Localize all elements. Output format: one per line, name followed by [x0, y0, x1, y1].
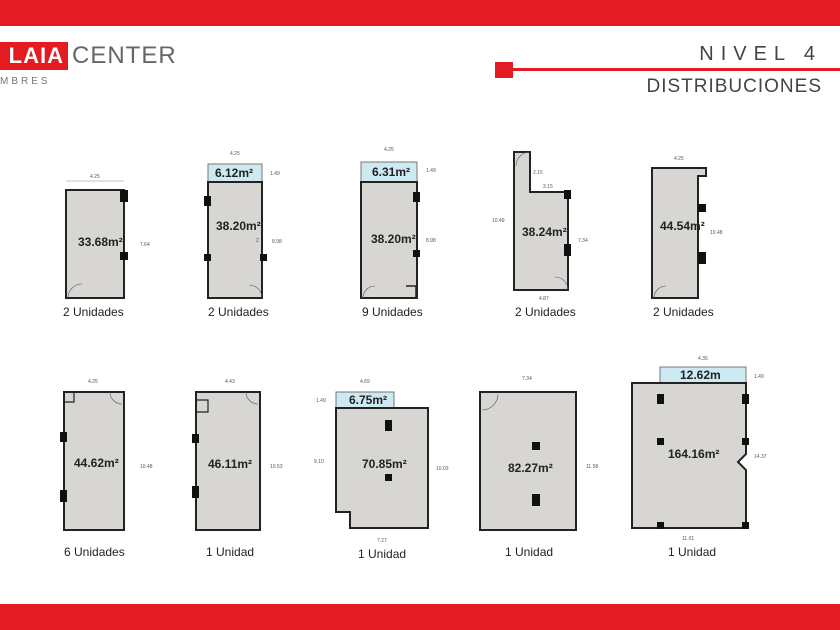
dim-label: 1.49 — [754, 374, 764, 380]
column — [260, 254, 267, 261]
dim-label: 4.25 — [674, 156, 684, 162]
floor-plan-7 — [192, 379, 283, 559]
floor-plan-5 — [652, 156, 723, 319]
dim-label: 1.49 — [426, 168, 436, 174]
column — [698, 204, 706, 212]
column — [120, 190, 128, 202]
dim-label: 7.34 — [578, 238, 588, 244]
column — [385, 474, 392, 481]
dim-label: 1.49 — [316, 398, 326, 404]
dim-label: 7.27 — [377, 538, 387, 544]
floor-plan-2 — [204, 151, 282, 319]
floor-plan-3 — [361, 147, 436, 319]
floor-area — [652, 168, 706, 298]
floor-plan-8 — [314, 379, 449, 561]
logo-word: CENTER — [72, 42, 177, 69]
dim-label: 4.87 — [539, 296, 549, 302]
units-label: 2 Unidades — [63, 305, 124, 319]
units-label: 1 Unidad — [505, 545, 554, 559]
level-title: NIVEL 4 — [699, 43, 822, 65]
column — [413, 192, 420, 202]
column — [657, 522, 664, 529]
column — [204, 254, 211, 261]
logo-mark: LAIA — [0, 42, 68, 70]
dim-label: 4.43 — [225, 379, 235, 385]
area-label: 44.54m² — [660, 219, 705, 233]
units-label: 1 Unidad — [668, 545, 717, 559]
column — [60, 490, 67, 502]
dim-label: 1.49 — [270, 171, 280, 177]
dim-label: 8.98 — [426, 238, 436, 244]
area-label: 82.27m² — [508, 461, 553, 475]
dim-label: 8.98 — [272, 239, 282, 245]
dim-label: 4.25 — [90, 174, 100, 180]
section-title: DISTRIBUCIONES — [646, 76, 822, 97]
dim-label: 4.25 — [384, 147, 394, 153]
column — [532, 442, 540, 450]
area-label: 38.24m² — [522, 225, 567, 239]
floor-plan-1 — [63, 174, 150, 319]
column — [657, 394, 664, 404]
column — [192, 434, 199, 443]
balcony-label: 6.75m² — [349, 393, 388, 407]
balcony-label: 6.12m² — [215, 166, 254, 180]
dim-label: 4.35 — [698, 356, 708, 362]
floor-area — [208, 182, 262, 298]
balcony-label: 12.62m — [680, 368, 721, 382]
dim-label: 2 — [256, 238, 259, 244]
column — [564, 190, 571, 199]
dim-label: 10.48 — [710, 230, 723, 236]
column — [413, 250, 420, 257]
dim-label: 3.15 — [543, 184, 553, 190]
units-label: 2 Unidades — [515, 305, 576, 319]
area-label: 70.85m² — [362, 457, 407, 471]
area-label: 164.16m² — [668, 447, 720, 461]
column — [532, 494, 540, 506]
dim-label: 11.58 — [586, 464, 599, 470]
dim-label: 9.10 — [314, 459, 324, 465]
dim-label: 10.53 — [270, 464, 283, 470]
column — [742, 394, 749, 404]
column — [120, 252, 128, 260]
dim-label: 4.69 — [360, 379, 370, 385]
logo-subtitle: MBRES — [0, 76, 51, 87]
dim-label: 4.25 — [88, 379, 98, 385]
dim-label: 10.49 — [492, 218, 505, 224]
column — [204, 196, 211, 206]
floor-plan-4 — [492, 152, 588, 319]
dim-label: 10.48 — [140, 464, 153, 470]
column — [60, 432, 67, 442]
column — [192, 486, 199, 498]
column — [564, 244, 571, 256]
dim-label: 2.15 — [533, 170, 543, 176]
area-label: 38.20m² — [216, 219, 261, 233]
dim-label: 4.25 — [230, 151, 240, 157]
column — [385, 420, 392, 431]
area-label: 38.20m² — [371, 232, 416, 246]
units-label: 1 Unidad — [358, 547, 407, 561]
balcony-label: 6.31m² — [372, 165, 411, 179]
units-label: 2 Unidades — [653, 305, 714, 319]
dim-label: 7.64 — [140, 242, 150, 248]
dim-label: 10.03 — [436, 466, 449, 472]
column — [698, 252, 706, 264]
dim-label: 14.37 — [754, 454, 767, 460]
column — [657, 438, 664, 445]
column — [742, 522, 749, 529]
column — [742, 438, 749, 445]
floor-plan-10 — [632, 356, 767, 559]
area-label: 46.11m² — [208, 457, 253, 471]
units-label: 9 Unidades — [362, 305, 423, 319]
units-label: 2 Unidades — [208, 305, 269, 319]
dim-label: 7.34 — [522, 376, 532, 382]
area-label: 33.68m² — [78, 235, 123, 249]
floor-plan-9 — [480, 376, 598, 559]
bottom-band — [0, 604, 840, 630]
dim-label: 11.01 — [682, 536, 695, 542]
floor-plan-6 — [60, 379, 153, 559]
units-label: 1 Unidad — [206, 545, 255, 559]
area-label: 44.62m² — [74, 456, 119, 470]
units-label: 6 Unidades — [64, 545, 125, 559]
